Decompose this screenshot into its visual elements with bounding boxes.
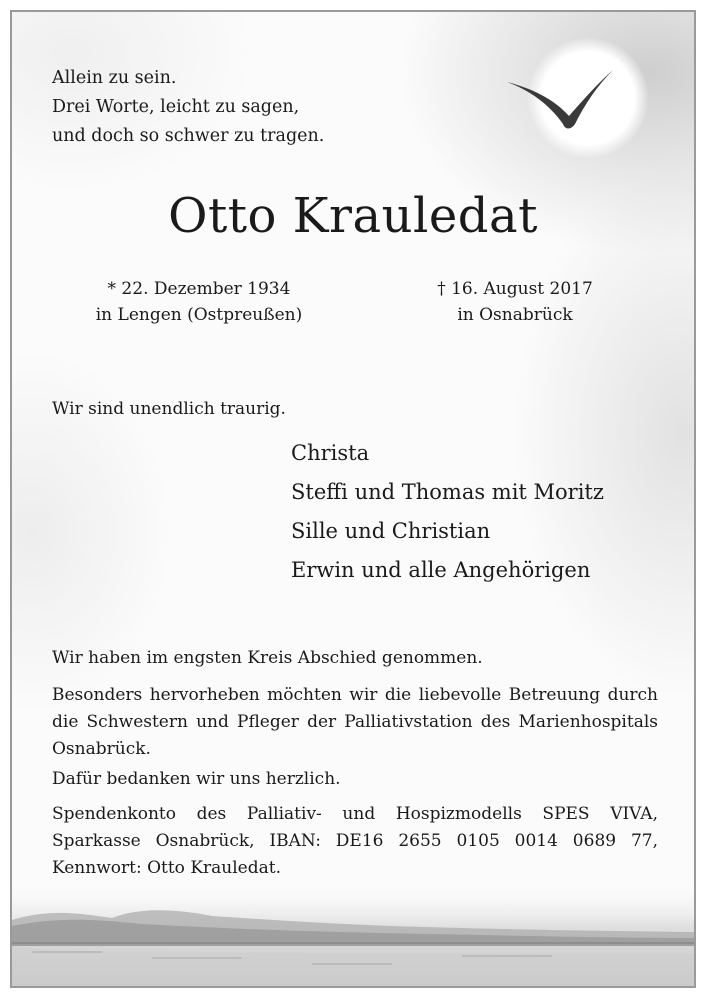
birth-info — [84, 276, 314, 328]
mourner-name: Sille und Christian — [291, 519, 491, 543]
birth-date: * 22. Dezember 1934 — [107, 279, 291, 299]
mourner-name: Erwin und alle Angehörigen — [291, 558, 591, 582]
birth-place: in Lengen (Ostpreußen) — [95, 305, 303, 325]
poem-line: Allein zu sein. — [52, 68, 177, 88]
lake-landscape-image — [12, 880, 694, 986]
mourners-list — [291, 434, 604, 590]
poem — [52, 64, 324, 151]
thanks-text: Dafür bedanken wir uns herzlich. — [52, 769, 341, 789]
mourner-name: Christa — [291, 441, 370, 465]
poem-line: und doch so schwer zu tragen. — [52, 126, 325, 146]
donation-text: Spendenkonto des Palliativ- und Hospizmodells SPES VIVA, Sparkasse Osnabrück, IBAN: DE16 2655 0105 0014 0689 77, Kennwort: Otto Krauledat. — [52, 804, 658, 878]
death-place: in Osnabrück — [457, 305, 573, 325]
mourners-intro: Wir sind unendlich traurig. — [52, 399, 286, 419]
obituary-card — [10, 10, 696, 988]
deceased-name: Otto Krauledat — [168, 188, 538, 244]
mourner-name: Steffi und Thomas mit Moritz — [291, 480, 604, 504]
farewell-text: Wir haben im engsten Kreis Abschied genommen. — [52, 648, 483, 668]
thanks-care-text: Besonders hervorheben möchten wir die liebevolle Betreuung durch die Schwestern und Pfleger der Palliativstation des Marienhospitals Osnabrück. — [52, 685, 658, 759]
poem-line: Drei Worte, leicht zu sagen, — [52, 97, 300, 117]
death-date: † 16. August 2017 — [437, 279, 593, 299]
seagull-icon — [505, 64, 615, 134]
death-info — [410, 276, 620, 328]
